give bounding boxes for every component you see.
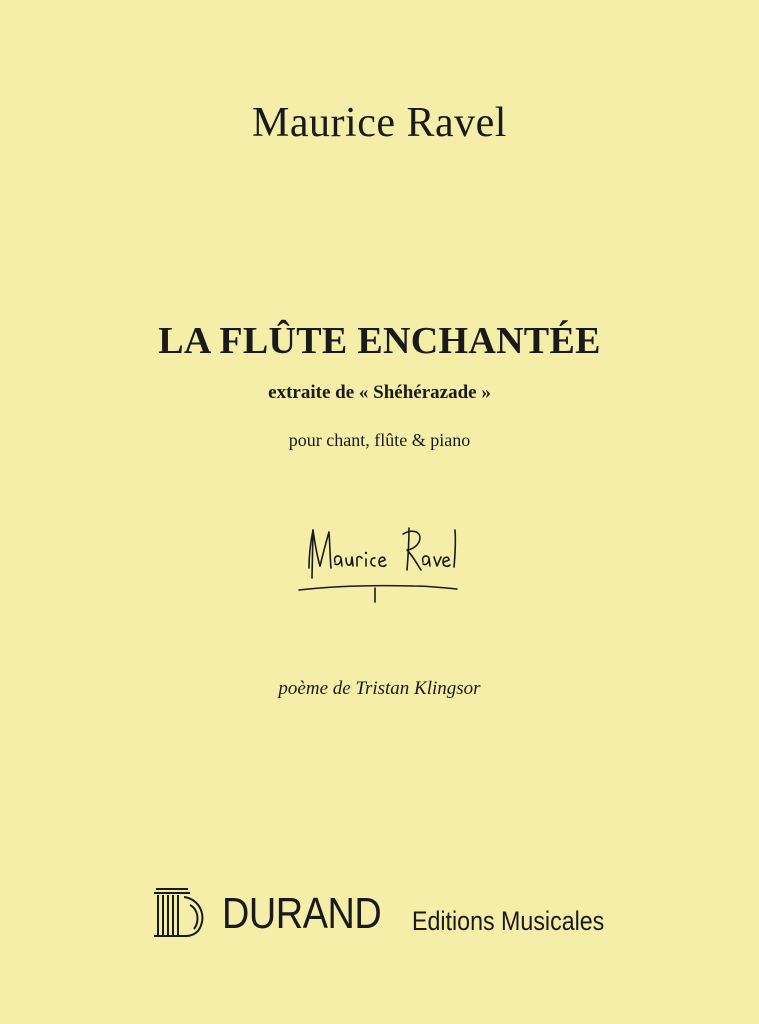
publisher-imprint <box>150 880 620 950</box>
work-title: LA FLÛTE ENCHANTÉE <box>158 320 601 362</box>
publisher-subtitle: Editions Musicales <box>412 906 605 936</box>
composer-name: Maurice Ravel <box>252 100 507 146</box>
work-source: extraite de « Shéhérazade » <box>268 382 491 403</box>
composer-signature <box>295 510 470 610</box>
poem-credit: poème de Tristan Klingsor <box>278 678 481 699</box>
instrumentation: pour chant, flûte & piano <box>288 430 471 450</box>
durand-colonnade-logo-icon <box>150 885 210 940</box>
publisher-name: DURAND <box>222 889 382 938</box>
